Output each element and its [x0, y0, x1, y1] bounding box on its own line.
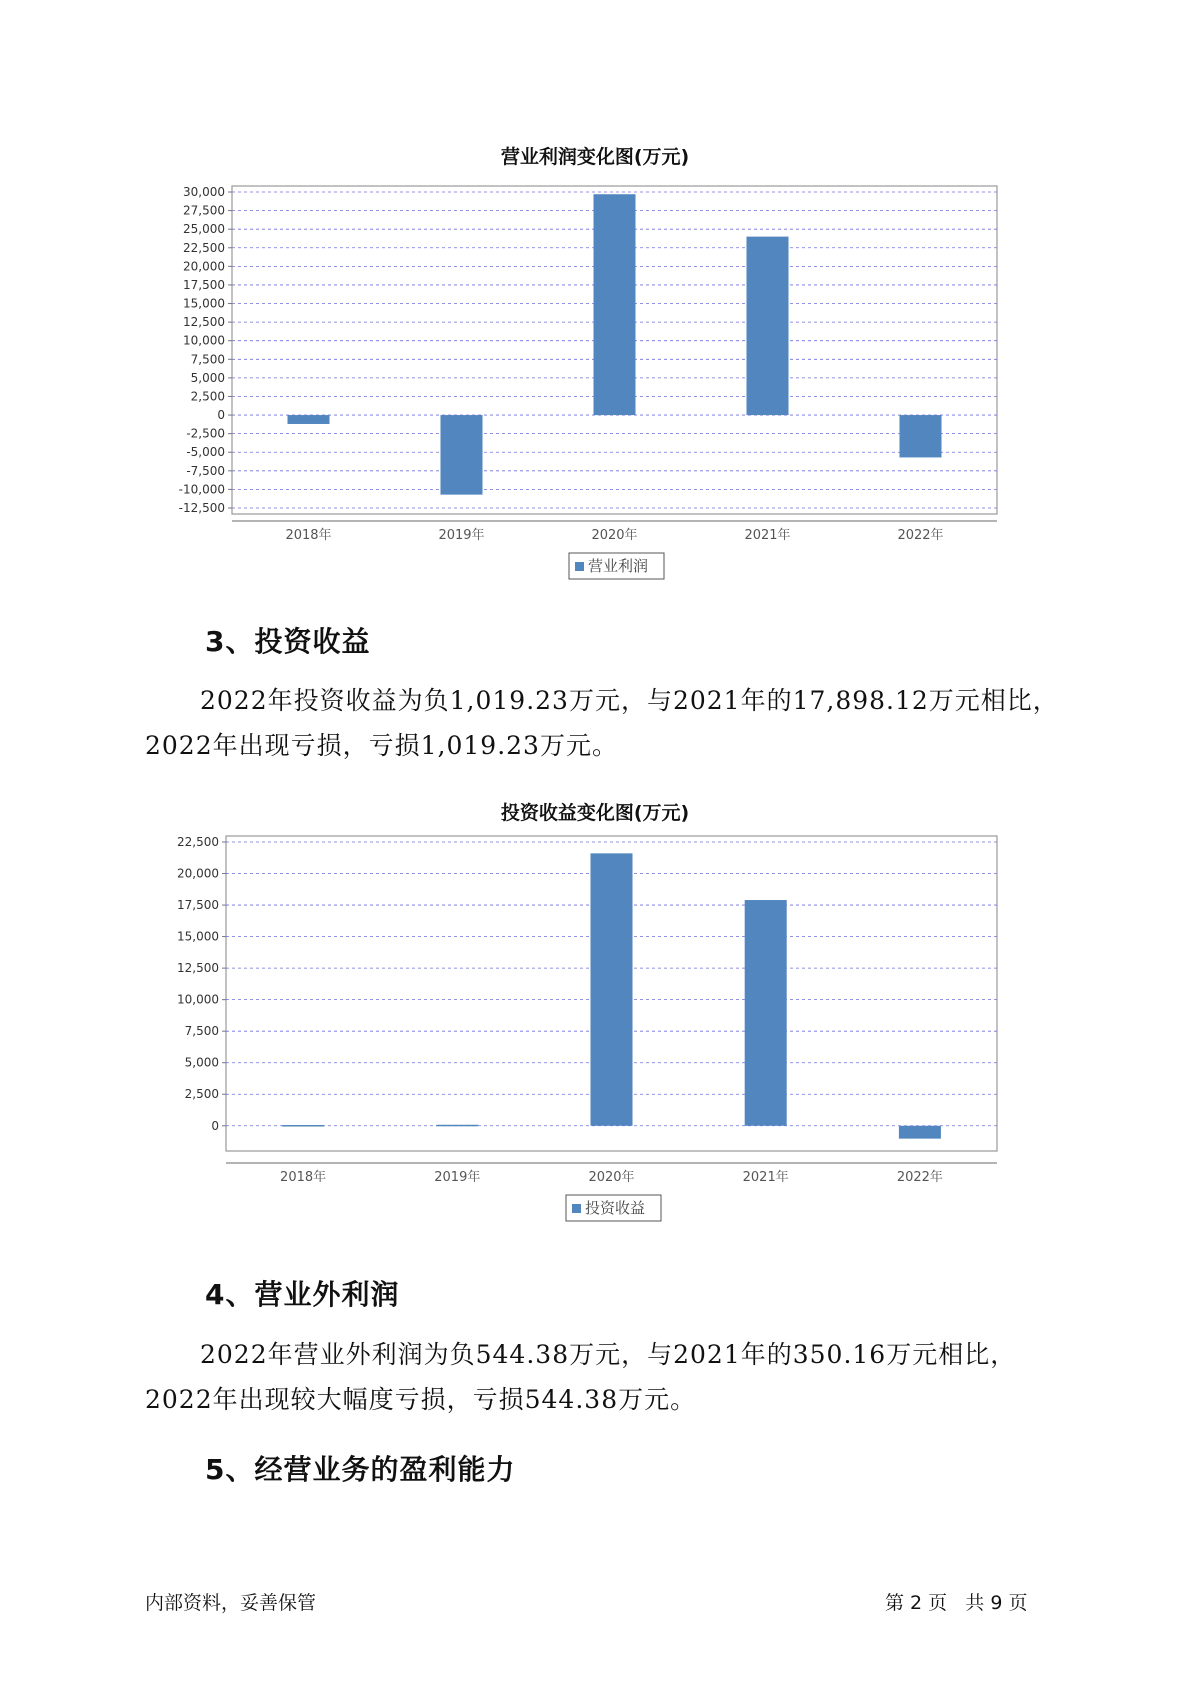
x-tick-label: 2018年: [280, 1170, 327, 1185]
legend-swatch: [575, 562, 584, 571]
bar: [899, 1126, 941, 1139]
y-tick-label: 2,500: [190, 389, 225, 404]
y-tick-label: 7,500: [190, 352, 225, 367]
bar: [900, 415, 942, 457]
bar: [282, 1125, 324, 1127]
y-tick-label: 30,000: [183, 185, 225, 199]
chart2-title: 投资收益变化图(万元): [500, 802, 690, 824]
y-tick-label: 5,000: [190, 370, 225, 385]
x-tick-label: 2019年: [438, 528, 485, 543]
x-tick-label: 2020年: [591, 528, 638, 543]
y-tick-label: 22,500: [177, 835, 219, 849]
legend-swatch: [572, 1204, 581, 1213]
bar: [591, 853, 633, 1125]
x-tick-label: 2021年: [744, 528, 791, 543]
legend-label: 营业利润: [588, 557, 649, 575]
y-tick-label: -2,500: [186, 426, 225, 441]
y-tick-label: 17,500: [183, 277, 225, 292]
y-tick-label: 2,500: [184, 1087, 219, 1102]
bar: [594, 194, 636, 415]
footer-note: 内部资料，妥善保管: [145, 1592, 317, 1614]
y-tick-label: -7,500: [186, 463, 225, 478]
bar: [747, 237, 789, 415]
y-tick-label: 15,000: [177, 929, 219, 944]
x-tick-label: 2022年: [897, 528, 944, 543]
y-tick-label: -10,000: [178, 482, 225, 497]
y-tick-label: 10,000: [177, 992, 219, 1007]
operating-profit-chart: [0, 170, 1191, 590]
y-tick-label: 20,000: [177, 866, 219, 881]
section-3-heading: 3、投资收益: [205, 625, 371, 658]
y-tick-label: 17,500: [177, 898, 219, 913]
bar: [745, 900, 787, 1126]
y-tick-label: 15,000: [183, 296, 225, 311]
legend-label: 投资收益: [585, 1199, 646, 1217]
x-tick-label: 2019年: [434, 1170, 481, 1185]
x-tick-label: 2022年: [896, 1170, 943, 1185]
y-tick-label: 0: [217, 408, 225, 423]
x-tick-label: 2020年: [588, 1170, 635, 1185]
y-tick-label: -12,500: [178, 501, 225, 515]
bar: [436, 1125, 478, 1127]
y-tick-label: 10,000: [183, 333, 225, 348]
y-tick-label: 12,500: [177, 961, 219, 976]
page-number: 第 2 页 共 9 页: [885, 1592, 1028, 1614]
section-4-heading: 4、营业外利润: [205, 1278, 400, 1311]
y-tick-label: 7,500: [184, 1024, 219, 1039]
x-tick-label: 2021年: [742, 1170, 789, 1185]
investment-income-chart: [0, 825, 1191, 1245]
y-tick-label: 12,500: [183, 315, 225, 330]
section-3-paragraph: 2022年投资收益为负1,019.23万元，与2021年的17,898.12万元相比，2022年出现亏损，亏损1,019.23万元。: [145, 686, 1059, 760]
y-tick-label: 20,000: [183, 259, 225, 274]
section-4-paragraph: 2022年营业外利润为负544.38万元，与2021年的350.16万元相比，2022年出现较大幅度亏损，亏损544.38万元。: [145, 1340, 1017, 1414]
y-tick-label: 0: [211, 1118, 219, 1133]
x-tick-label: 2018年: [285, 528, 332, 543]
y-tick-label: 5,000: [184, 1055, 219, 1070]
y-tick-label: 25,000: [183, 222, 225, 237]
bar: [441, 415, 483, 495]
bar: [288, 415, 330, 424]
y-tick-label: 22,500: [183, 240, 225, 255]
y-tick-label: -5,000: [186, 445, 225, 460]
y-tick-label: 27,500: [183, 203, 225, 218]
chart1-title: 营业利润变化图(万元): [500, 146, 690, 168]
section-5-heading: 5、经营业务的盈利能力: [205, 1453, 516, 1486]
